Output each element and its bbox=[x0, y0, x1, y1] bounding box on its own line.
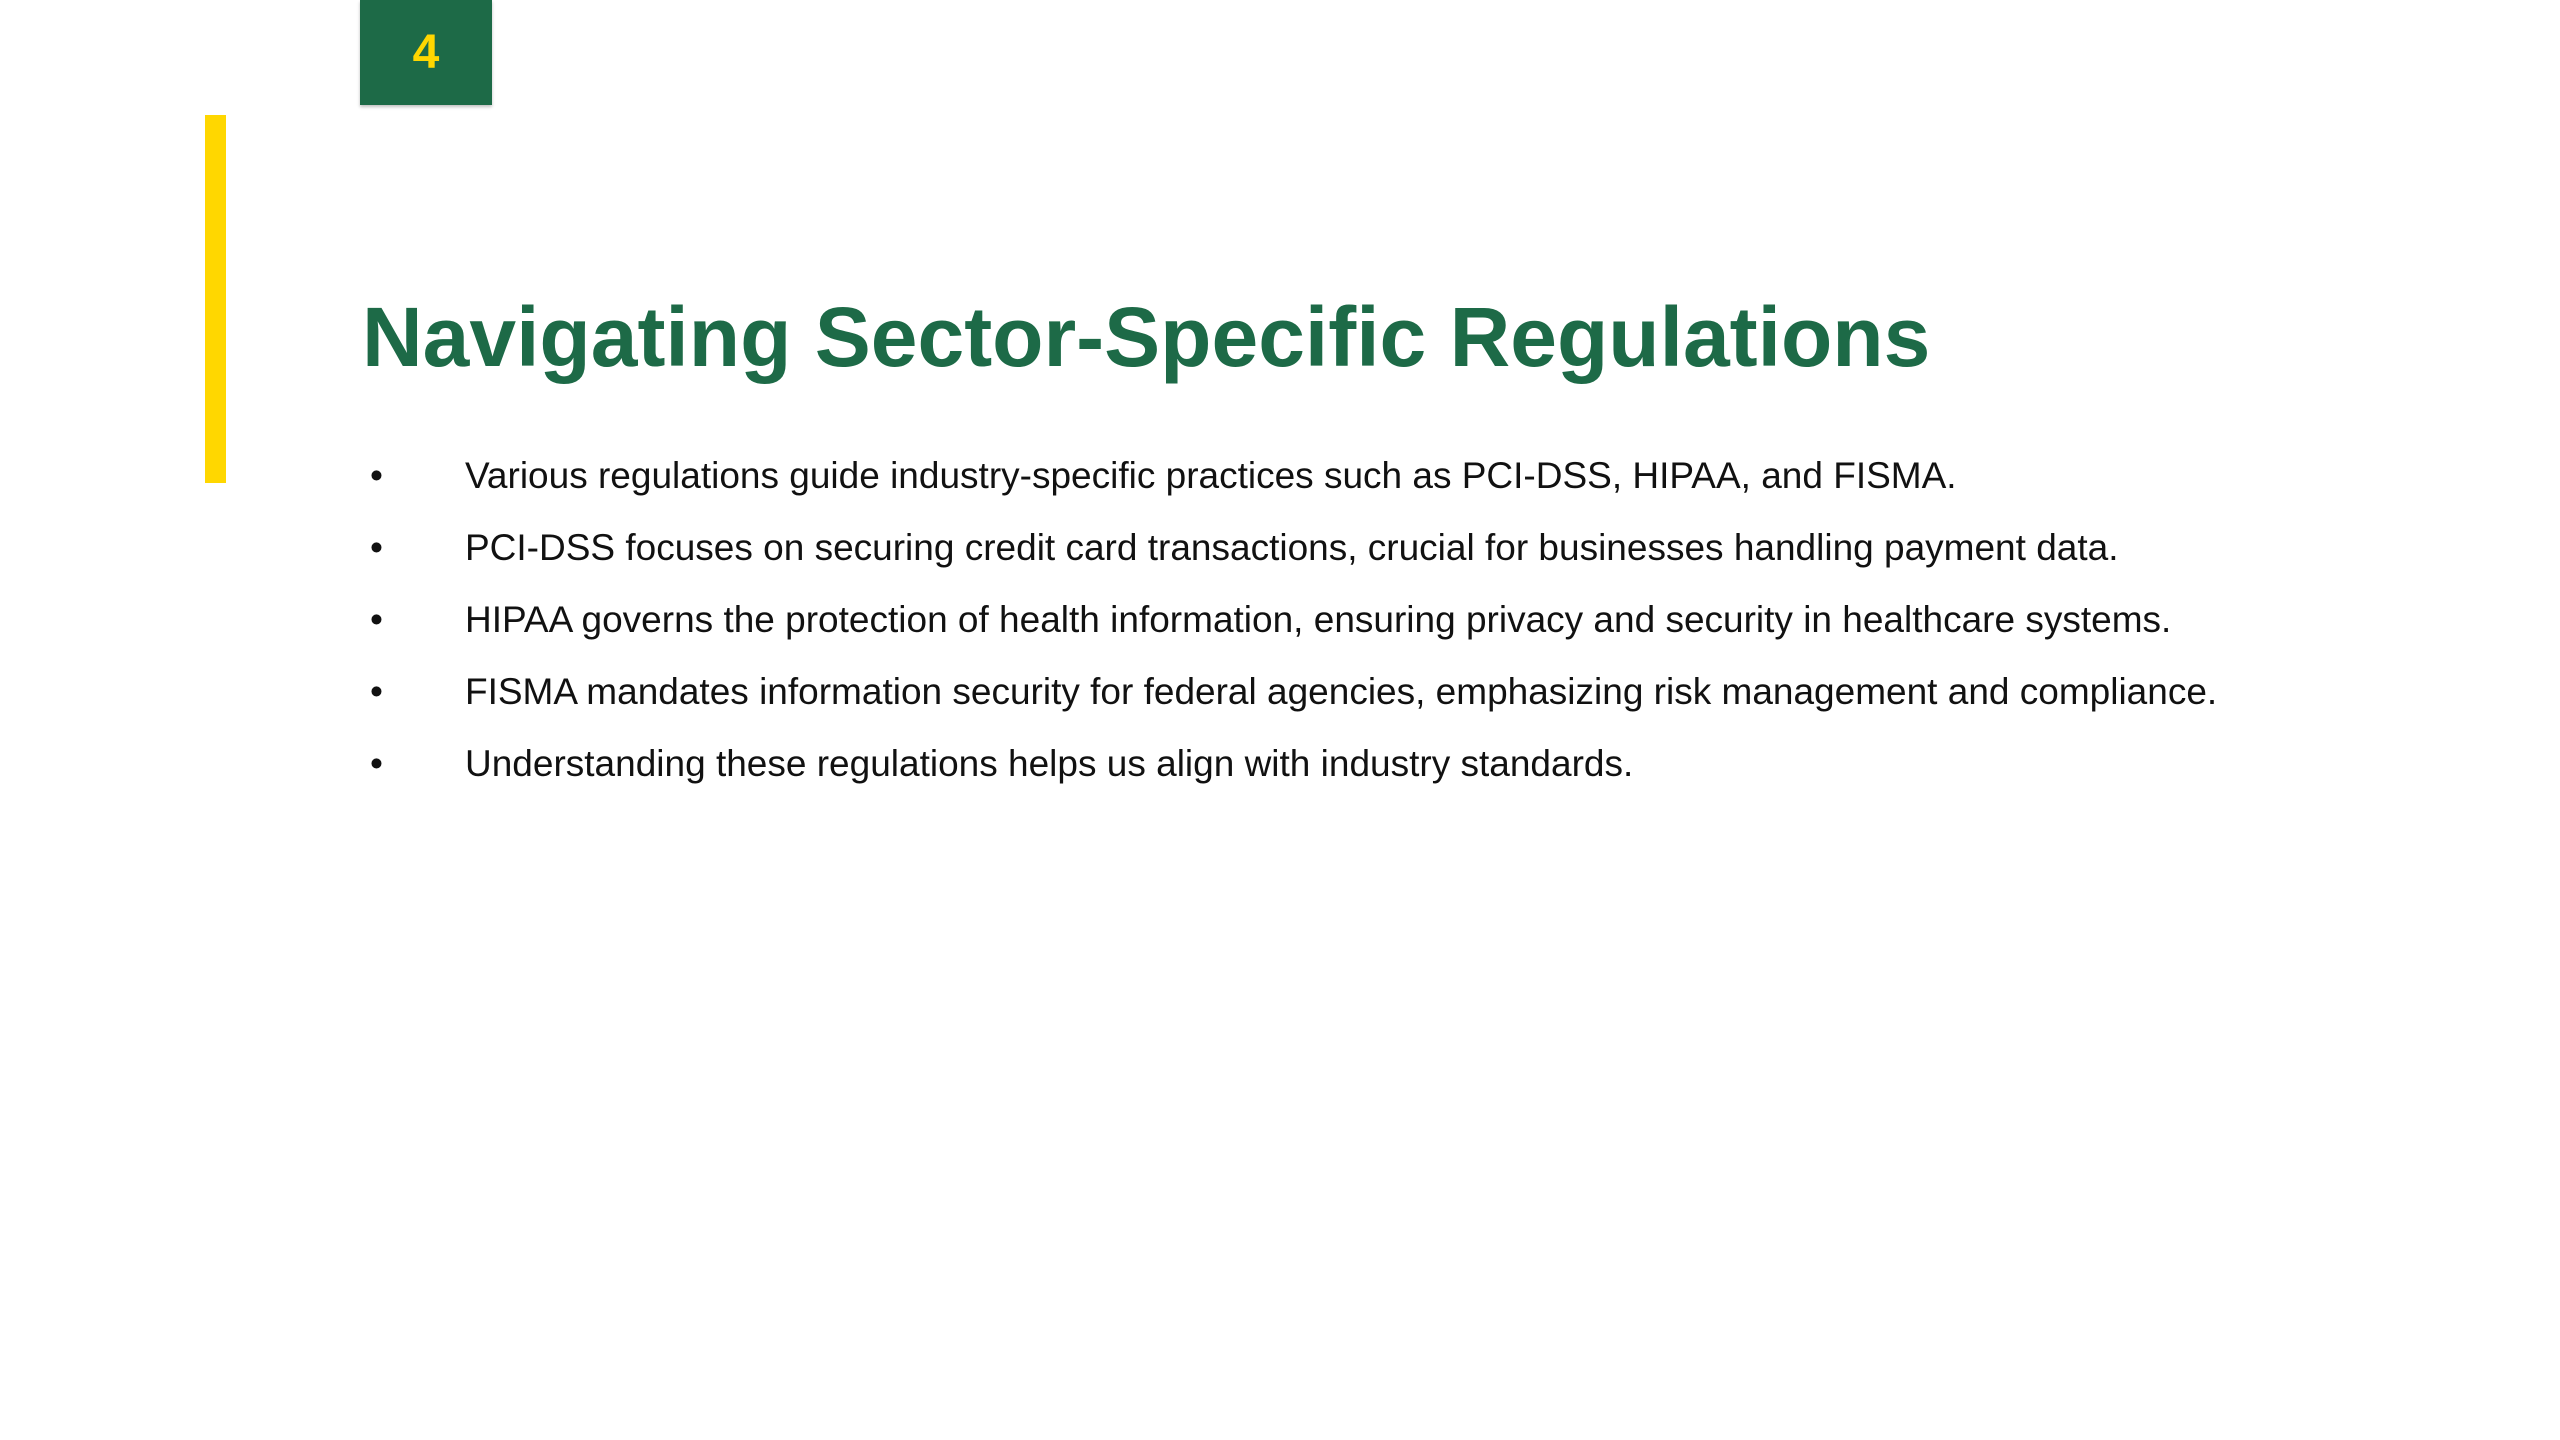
bullet-item bbox=[362, 599, 2412, 671]
bullet-text: Understanding these regulations helps us align with industry standards. bbox=[465, 743, 1634, 784]
bullet-list bbox=[362, 455, 2412, 815]
bullet-item bbox=[362, 671, 2412, 743]
bullet-icon: • bbox=[370, 743, 383, 784]
bullet-item bbox=[362, 455, 2412, 527]
bullet-text: Various regulations guide industry-specific practices such as PCI-DSS, HIPAA, and FISMA. bbox=[465, 455, 1957, 496]
bullet-text: FISMA mandates information security for federal agencies, emphasizing risk management and compliance. bbox=[465, 671, 2218, 712]
bullet-icon: • bbox=[370, 527, 383, 568]
accent-bar bbox=[205, 115, 226, 483]
bullet-item bbox=[362, 743, 2412, 815]
slide-title: Navigating Sector-Specific Regulations bbox=[362, 290, 1931, 384]
page-number-badge bbox=[360, 0, 492, 105]
bullet-text: HIPAA governs the protection of health information, ensuring privacy and security in healthcare systems. bbox=[465, 599, 2172, 640]
bullet-icon: • bbox=[370, 671, 383, 712]
bullet-item bbox=[362, 527, 2412, 599]
bullet-text: PCI-DSS focuses on securing credit card transactions, crucial for businesses handling payment data. bbox=[465, 527, 2119, 568]
bullet-icon: • bbox=[370, 455, 383, 496]
bullet-icon: • bbox=[370, 599, 383, 640]
page-number: 4 bbox=[412, 25, 440, 79]
